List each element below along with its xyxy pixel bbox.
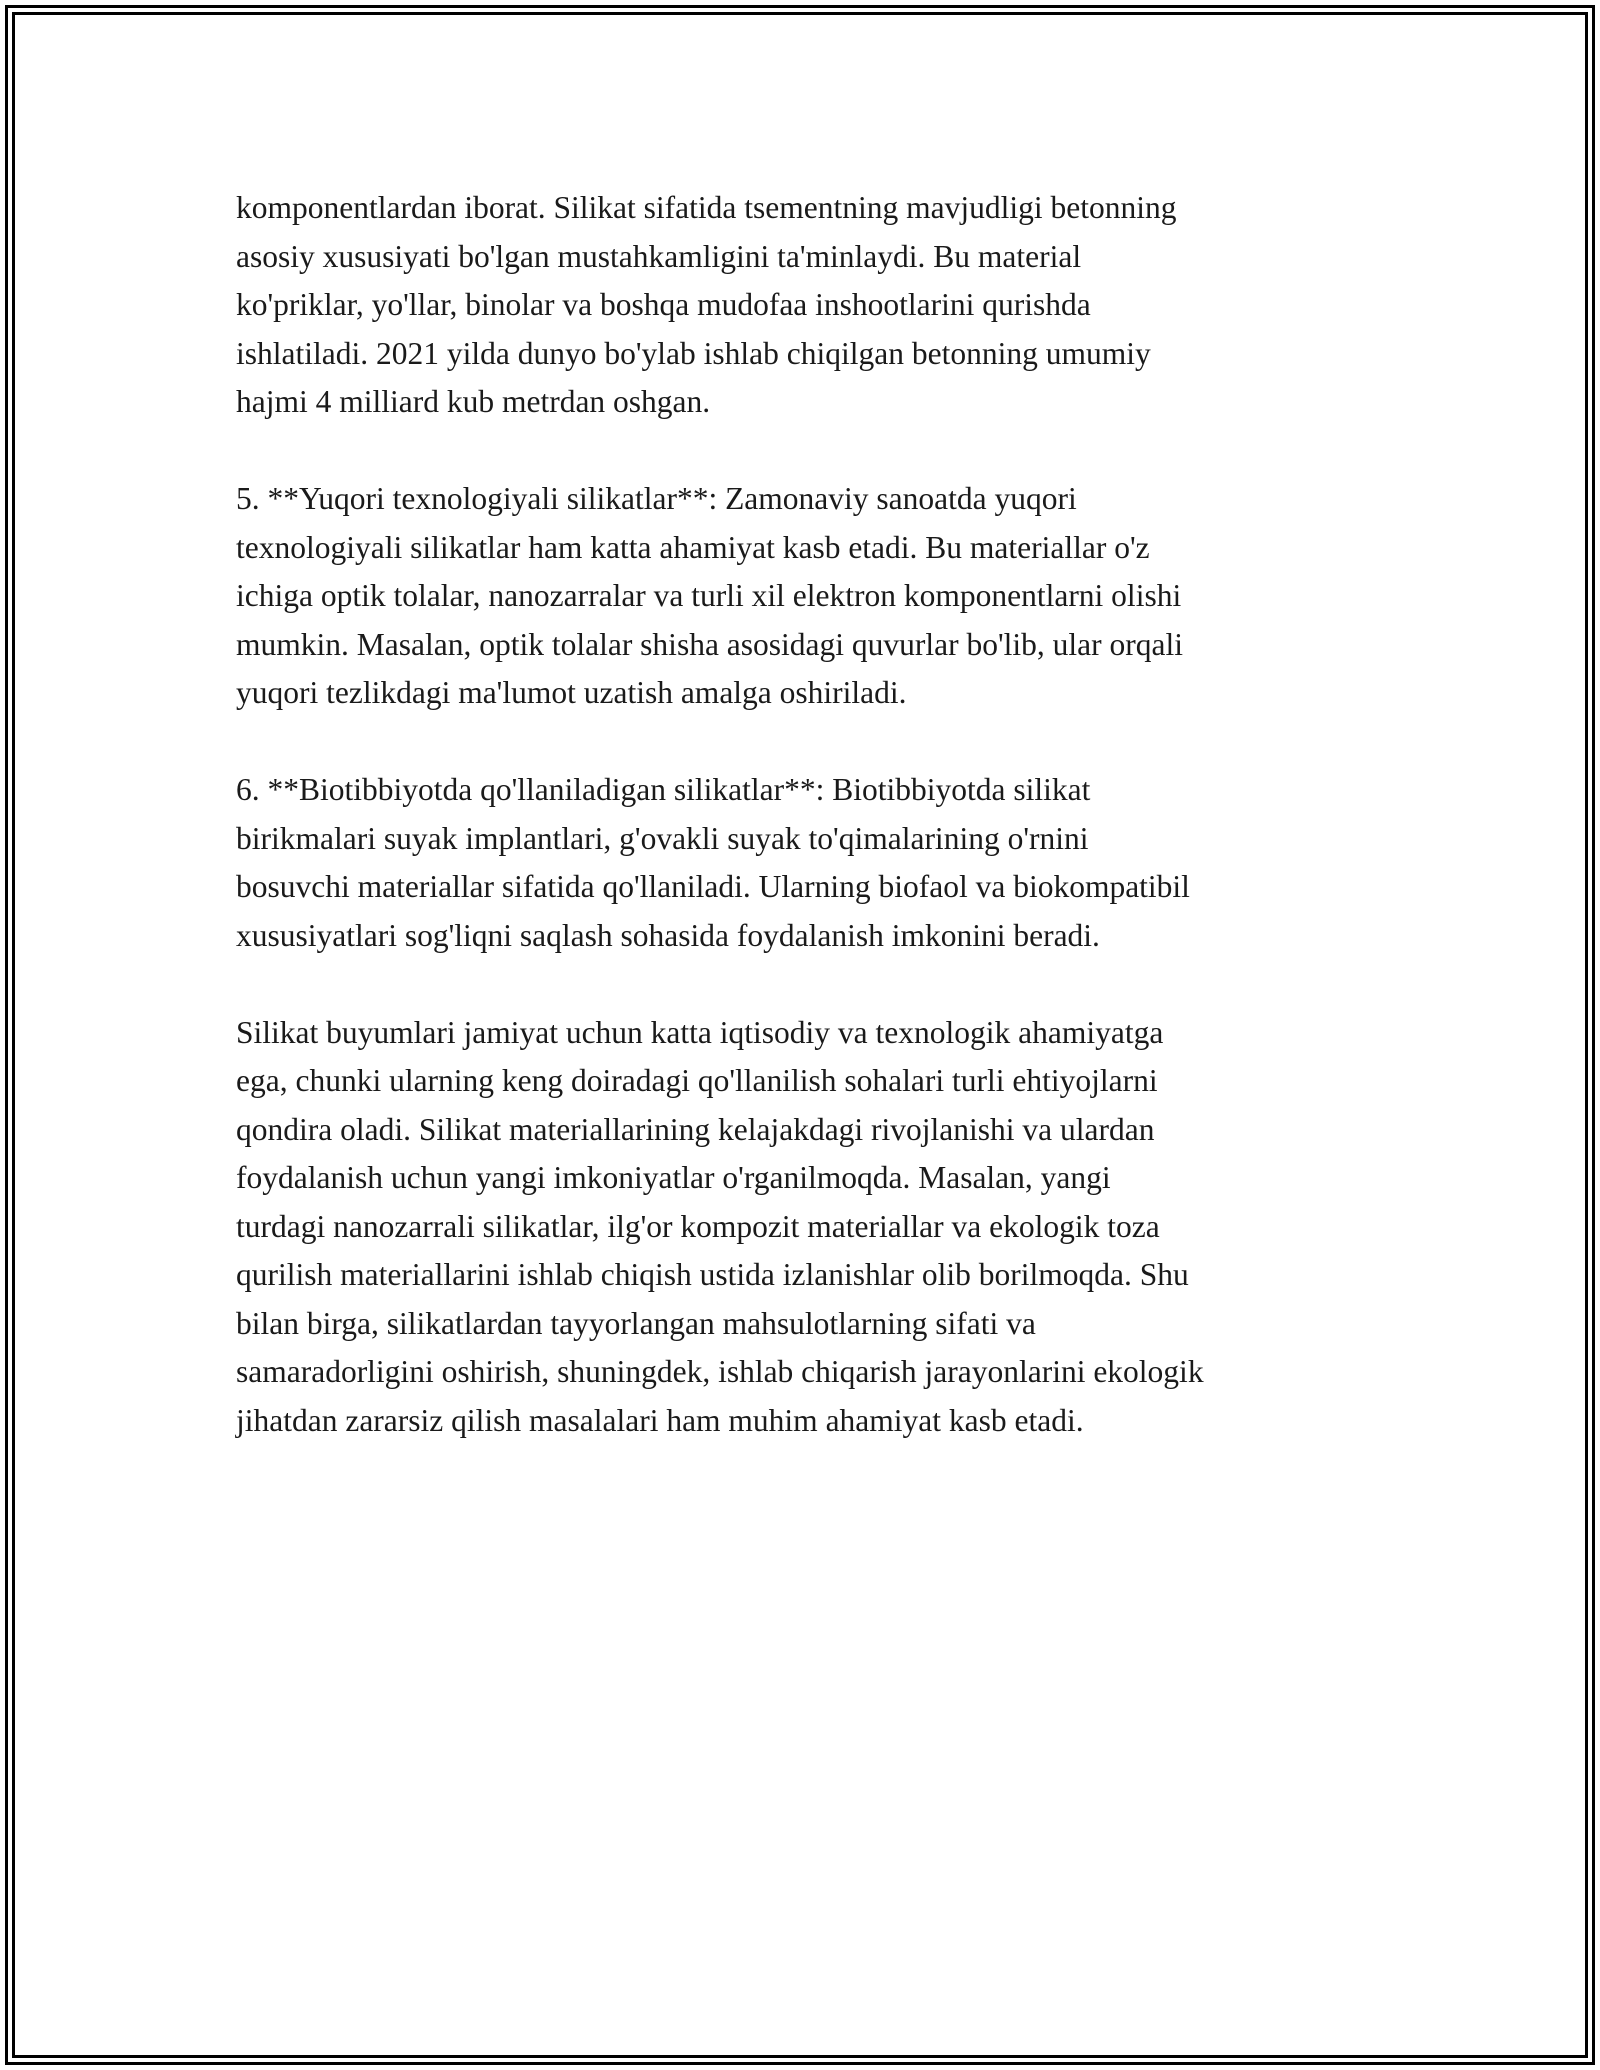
text-line: asosiy xususiyati bo'lgan mustahkamligini ta'minlaydi. Bu material — [236, 238, 1082, 274]
paragraph-conclusion — [236, 1009, 1386, 1446]
text-line: xususiyatlari sog'liqni saqlash sohasida foydalanish imkonini beradi. — [236, 917, 1100, 953]
text-line: ega, chunki ularning keng doiradagi qo'llanilish sohalari turli ehtiyojlarni — [236, 1063, 1158, 1098]
text-line: bosuvchi materiallar sifatida qo'llaniladi. Ularning biofaol va biokompatibil — [236, 869, 1190, 904]
text-line: bilan birga, silikatlardan tayyorlangan mahsulotlarning sifati va — [236, 1305, 1036, 1341]
paragraph-biomedical-silicates — [236, 766, 1386, 960]
text-line: Silikat buyumlari jamiyat uchun katta iqtisodiy va texnologik ahamiyatga — [236, 1014, 1164, 1050]
text-line: yuqori tezlikdagi ma'lumot uzatish amalga oshiriladi. — [236, 675, 907, 710]
text-line: qurilish materiallarini ishlab chiqish ustida izlanishlar olib borilmoqda. Shu — [236, 1257, 1189, 1292]
paragraph-high-tech-silicates — [236, 475, 1386, 718]
text-line: mumkin. Masalan, optik tolalar shisha asosidagi quvurlar bo'lib, ular orqali — [236, 626, 1183, 662]
document-body — [236, 184, 1386, 1445]
paragraph-concrete — [236, 184, 1386, 427]
text-line: ko'priklar, yo'llar, binolar va boshqa mudofaa inshootlarini qurishda — [236, 287, 1091, 322]
text-line: komponentlardan iborat. Silikat sifatida tsementning mavjudligi betonning — [236, 190, 1177, 225]
text-line: qondira oladi. Silikat materiallarining kelajakdagi rivojlanishi va ulardan — [236, 1111, 1155, 1147]
text-line: samaradorligini oshirish, shuningdek, ishlab chiqarish jarayonlarini ekologik — [236, 1354, 1204, 1389]
text-line: foydalanish uchun yangi imkoniyatlar o'rganilmoqda. Masalan, yangi — [236, 1160, 1111, 1195]
text-line: 6. **Biotibbiyotda qo'llaniladigan silikatlar**: Biotibbiyotda silikat — [236, 772, 1091, 807]
text-line: jihatdan zararsiz qilish masalalari ham muhim ahamiyat kasb etadi. — [236, 1402, 1084, 1438]
text-line: 5. **Yuqori texnologiyali silikatlar**: Zamonaviy sanoatda yuqori — [236, 481, 1077, 516]
text-line: ichiga optik tolalar, nanozarralar va turli xil elektron komponentlarni olishi — [236, 578, 1182, 613]
text-line: hajmi 4 milliard kub metrdan oshgan. — [236, 384, 711, 419]
text-line: birikmalari suyak implantlari, g'ovakli suyak to'qimalarining o'rnini — [236, 820, 1089, 856]
text-line: texnologiyali silikatlar ham katta ahamiyat kasb etadi. Bu materiallar o'z — [236, 529, 1150, 565]
text-line: ishlatiladi. 2021 yilda dunyo bo'ylab ishlab chiqilgan betonning umumiy — [236, 335, 1151, 371]
text-line: turdagi nanozarrali silikatlar, ilg'or kompozit materiallar va ekologik toza — [236, 1208, 1160, 1244]
